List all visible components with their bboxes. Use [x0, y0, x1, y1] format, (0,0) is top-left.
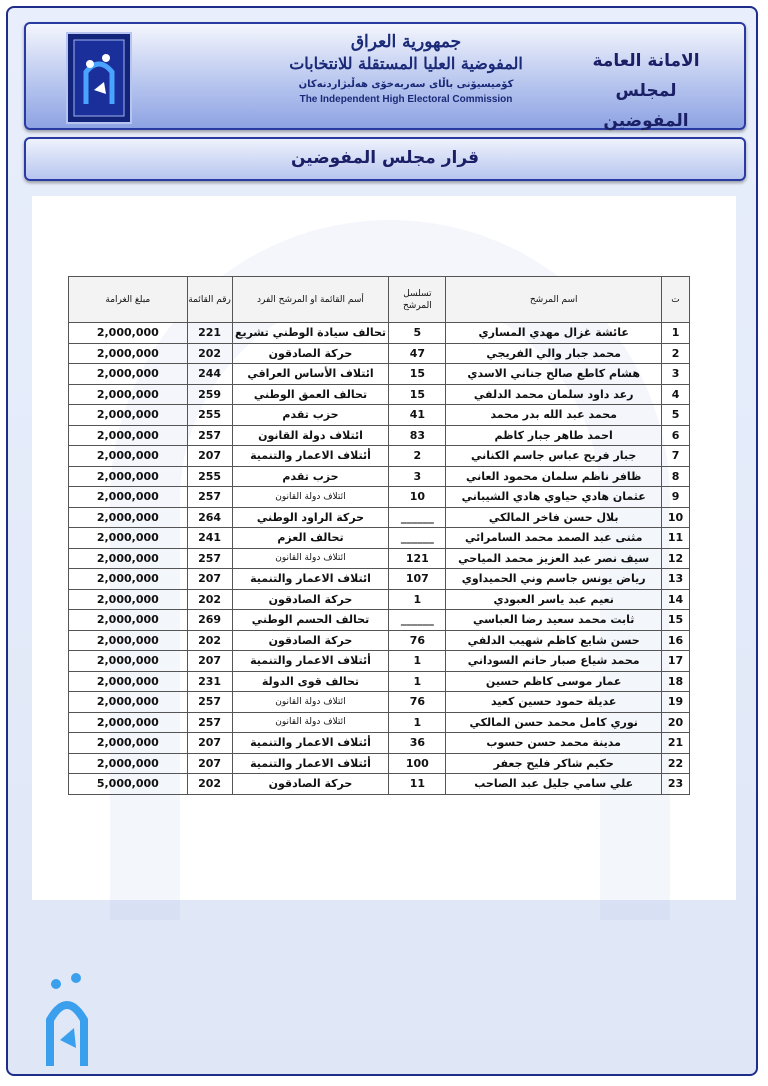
header-list: أسم القائمة او المرشح الفرد — [232, 277, 389, 323]
cell-fine: 2,000,000 — [69, 692, 188, 713]
cell-name: رياض يونس جاسم وني الحميداوي — [446, 569, 662, 590]
cell-list: تحالف العزم — [232, 528, 389, 549]
secretariat-title — [576, 46, 716, 136]
cell-list: أئتلاف الاعمار والتنمية — [232, 651, 389, 672]
cell-num: 241 — [187, 528, 232, 549]
cell-list: حركة الصادقون — [232, 774, 389, 795]
header-fine: مبلغ الغرامة — [69, 277, 188, 323]
cell-idx: 15 — [662, 610, 690, 631]
cell-name: جبار فريح عباس جاسم الكناني — [446, 446, 662, 467]
cell-fine: 2,000,000 — [69, 753, 188, 774]
cell-num: 202 — [187, 774, 232, 795]
cell-list: ائتلاف دولة القانون — [232, 692, 389, 713]
table-row — [69, 589, 690, 610]
secretariat-title-line-2: لمجلس المفوضين — [603, 81, 689, 131]
cell-idx: 22 — [662, 753, 690, 774]
cell-name: عديلة حمود حسين كعيد — [446, 692, 662, 713]
cell-seq: ______ — [389, 507, 446, 528]
cell-list: تحالف الحسم الوطني — [232, 610, 389, 631]
commission-brand — [286, 30, 526, 126]
header-band — [24, 22, 746, 130]
cell-fine: 2,000,000 — [69, 507, 188, 528]
cell-idx: 4 — [662, 384, 690, 405]
cell-num: 269 — [187, 610, 232, 631]
cell-num: 255 — [187, 405, 232, 426]
table-row — [69, 753, 690, 774]
ihec-logo — [66, 32, 132, 124]
table-row — [69, 569, 690, 590]
table-row — [69, 466, 690, 487]
table-row — [69, 528, 690, 549]
cell-num: 264 — [187, 507, 232, 528]
cell-idx: 13 — [662, 569, 690, 590]
header-name: اسم المرشح — [446, 277, 662, 323]
cell-fine: 2,000,000 — [69, 446, 188, 467]
cell-fine: 2,000,000 — [69, 589, 188, 610]
cell-fine: 2,000,000 — [69, 323, 188, 344]
cell-name: محمد جبار والي الفريجي — [446, 343, 662, 364]
cell-num: 257 — [187, 692, 232, 713]
cell-seq: 107 — [389, 569, 446, 590]
cell-name: مدينة محمد حسن حسوب — [446, 733, 662, 754]
cell-idx: 12 — [662, 548, 690, 569]
cell-idx: 2 — [662, 343, 690, 364]
table-row — [69, 405, 690, 426]
cell-seq: 100 — [389, 753, 446, 774]
cell-name: بلال حسن فاخر المالكي — [446, 507, 662, 528]
cell-name: محمد شياع صبار حاتم السوداني — [446, 651, 662, 672]
brand-kurdish: كۆمیسیۆنی باڵای سەربەخۆی هەڵبژاردنەکان — [298, 79, 514, 90]
table-row — [69, 651, 690, 672]
cell-list: حركة الصادقون — [232, 630, 389, 651]
cell-num: 244 — [187, 364, 232, 385]
table-row — [69, 692, 690, 713]
cell-name: سيف نصر عبد العزيز محمد المياحي — [446, 548, 662, 569]
table-row — [69, 671, 690, 692]
cell-name: حكيم شاكر فليح جعفر — [446, 753, 662, 774]
cell-list: حركة الصادقون — [232, 343, 389, 364]
cell-num: 257 — [187, 487, 232, 508]
table-row — [69, 425, 690, 446]
cell-idx: 16 — [662, 630, 690, 651]
cell-name: ثابت محمد سعيد رضا العباسي — [446, 610, 662, 631]
cell-list: أئتلاف الاعمار والتنمية — [232, 733, 389, 754]
cell-fine: 2,000,000 — [69, 364, 188, 385]
cell-seq: 11 — [389, 774, 446, 795]
cell-fine: 2,000,000 — [69, 671, 188, 692]
cell-seq: ______ — [389, 610, 446, 631]
brand-english: The Independent High Electoral Commission — [299, 94, 513, 105]
cell-num: 202 — [187, 630, 232, 651]
cell-fine: 2,000,000 — [69, 466, 188, 487]
cell-num: 221 — [187, 323, 232, 344]
cell-num: 257 — [187, 548, 232, 569]
table-body — [69, 323, 690, 795]
cell-fine: 2,000,000 — [69, 528, 188, 549]
cell-fine: 2,000,000 — [69, 651, 188, 672]
cell-seq: 1 — [389, 712, 446, 733]
cell-list: تحالف قوى الدولة — [232, 671, 389, 692]
cell-idx: 21 — [662, 733, 690, 754]
table-row — [69, 487, 690, 508]
table-row — [69, 343, 690, 364]
cell-list: حزب تقدم — [232, 405, 389, 426]
cell-num: 207 — [187, 446, 232, 467]
cell-seq: 41 — [389, 405, 446, 426]
cell-list: ائتلاف دولة القانون — [232, 548, 389, 569]
cell-list: ائتلاف دولة القانون — [232, 425, 389, 446]
decision-title: قرار مجلس المفوضين — [24, 137, 746, 181]
brand-line-2: المفوضية العليا المستقلة للانتخابات — [289, 54, 523, 73]
cell-list: أئتلاف الاعمار والتنمية — [232, 446, 389, 467]
cell-fine: 2,000,000 — [69, 405, 188, 426]
cell-name: نعيم عبد ياسر العبودي — [446, 589, 662, 610]
cell-seq: 76 — [389, 692, 446, 713]
cell-num: 257 — [187, 425, 232, 446]
table-row — [69, 446, 690, 467]
cell-idx: 14 — [662, 589, 690, 610]
secretariat-title-line-1: الامانة العامة — [592, 51, 700, 71]
cell-fine: 2,000,000 — [69, 343, 188, 364]
cell-list: أئتلاف الاعمار والتنمية — [232, 753, 389, 774]
cell-list: ائتلاف الأساس العراقي — [232, 364, 389, 385]
cell-list: تحالف سيادة الوطني تشريع — [232, 323, 389, 344]
header-idx: ت — [662, 277, 690, 323]
table-header-row — [69, 277, 690, 323]
cell-seq: 1 — [389, 651, 446, 672]
cell-fine: 2,000,000 — [69, 733, 188, 754]
cell-idx: 1 — [662, 323, 690, 344]
cell-list: حزب تقدم — [232, 466, 389, 487]
cell-fine: 2,000,000 — [69, 630, 188, 651]
cell-fine: 2,000,000 — [69, 487, 188, 508]
cell-name: مثنى عبد الصمد محمد السامرائي — [446, 528, 662, 549]
header-seq: تسلسل المرشح — [389, 277, 446, 323]
cell-num: 207 — [187, 569, 232, 590]
cell-name: عثمان هادي حياوي هادي الشيباني — [446, 487, 662, 508]
cell-name: هشام كاطع صالح جناني الاسدي — [446, 364, 662, 385]
cell-seq: 15 — [389, 384, 446, 405]
table-row — [69, 733, 690, 754]
cell-idx: 23 — [662, 774, 690, 795]
cell-list: حركة الصادقون — [232, 589, 389, 610]
cell-name: احمد طاهر جبار كاظم — [446, 425, 662, 446]
cell-idx: 17 — [662, 651, 690, 672]
cell-seq: 121 — [389, 548, 446, 569]
table-row — [69, 712, 690, 733]
cell-fine: 2,000,000 — [69, 384, 188, 405]
cell-fine: 2,000,000 — [69, 425, 188, 446]
cell-seq: ______ — [389, 528, 446, 549]
cell-idx: 20 — [662, 712, 690, 733]
cell-idx: 18 — [662, 671, 690, 692]
corner-logo-icon — [42, 970, 92, 1068]
cell-seq: 2 — [389, 446, 446, 467]
table-row — [69, 548, 690, 569]
cell-list: تحالف العمق الوطني — [232, 384, 389, 405]
cell-seq: 15 — [389, 364, 446, 385]
cell-idx: 19 — [662, 692, 690, 713]
cell-num: 231 — [187, 671, 232, 692]
cell-fine: 2,000,000 — [69, 548, 188, 569]
cell-name: عائشة غزال مهدي المساري — [446, 323, 662, 344]
cell-idx: 9 — [662, 487, 690, 508]
cell-idx: 7 — [662, 446, 690, 467]
cell-name: نوري كامل محمد حسن المالكي — [446, 712, 662, 733]
cell-fine: 2,000,000 — [69, 712, 188, 733]
cell-name: حسن شايع كاظم شهيب الدلفي — [446, 630, 662, 651]
cell-name: عمار موسى كاظم حسين — [446, 671, 662, 692]
cell-idx: 6 — [662, 425, 690, 446]
cell-fine: 5,000,000 — [69, 774, 188, 795]
cell-seq: 83 — [389, 425, 446, 446]
cell-num: 207 — [187, 753, 232, 774]
cell-seq: 36 — [389, 733, 446, 754]
cell-name: رعد داود سلمان محمد الدلفي — [446, 384, 662, 405]
cell-fine: 2,000,000 — [69, 610, 188, 631]
table-row — [69, 630, 690, 651]
cell-idx: 10 — [662, 507, 690, 528]
cell-num: 202 — [187, 589, 232, 610]
cell-seq: 1 — [389, 589, 446, 610]
cell-seq: 10 — [389, 487, 446, 508]
cell-num: 259 — [187, 384, 232, 405]
table-row — [69, 774, 690, 795]
cell-num: 255 — [187, 466, 232, 487]
corner-logo — [42, 970, 92, 1068]
cell-name: علي سامي جليل عبد الصاحب — [446, 774, 662, 795]
cell-idx: 5 — [662, 405, 690, 426]
cell-list: ائتلاف دولة القانون — [232, 712, 389, 733]
table-row — [69, 610, 690, 631]
cell-fine: 2,000,000 — [69, 569, 188, 590]
table-row — [69, 384, 690, 405]
cell-list: حركة الراود الوطني — [232, 507, 389, 528]
cell-num: 207 — [187, 733, 232, 754]
table-row — [69, 323, 690, 344]
cell-num: 207 — [187, 651, 232, 672]
cell-idx: 8 — [662, 466, 690, 487]
cell-idx: 11 — [662, 528, 690, 549]
cell-seq: 5 — [389, 323, 446, 344]
ihec-logo-mark-icon — [68, 34, 130, 122]
cell-name: ظافر ناظم سلمان محمود العاني — [446, 466, 662, 487]
cell-list: ائتلاف دولة القانون — [232, 487, 389, 508]
cell-num: 257 — [187, 712, 232, 733]
brand-line-1: جمهورية العراق — [350, 32, 462, 52]
cell-name: محمد عبد الله بدر محمد — [446, 405, 662, 426]
cell-idx: 3 — [662, 364, 690, 385]
fines-table — [68, 276, 690, 795]
cell-num: 202 — [187, 343, 232, 364]
cell-seq: 3 — [389, 466, 446, 487]
cell-seq: 1 — [389, 671, 446, 692]
table-row — [69, 507, 690, 528]
table-row — [69, 364, 690, 385]
header-num: رقم القائمة — [187, 277, 232, 323]
cell-seq: 47 — [389, 343, 446, 364]
cell-list: ائتلاف الاعمار والتنمية — [232, 569, 389, 590]
cell-seq: 76 — [389, 630, 446, 651]
